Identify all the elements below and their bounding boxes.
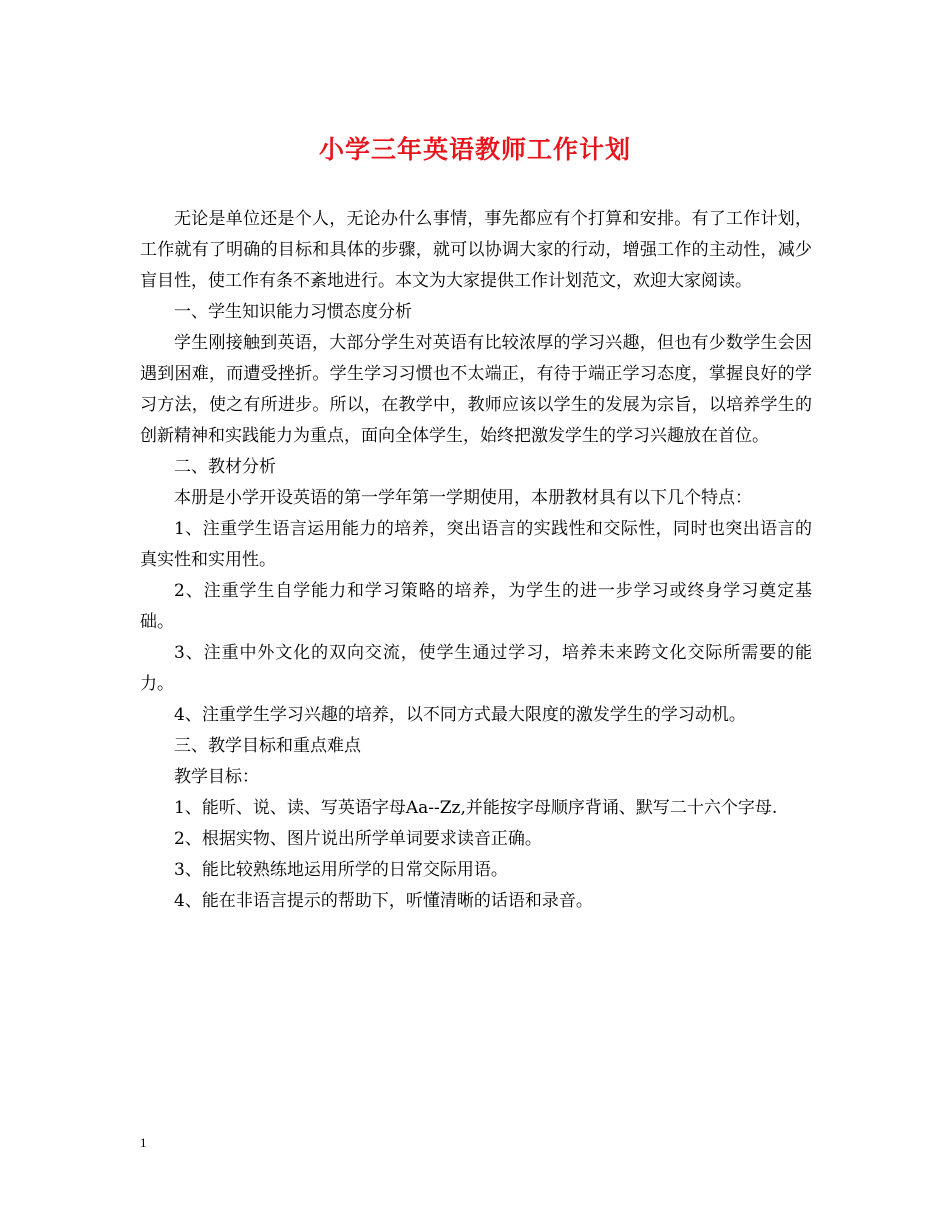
section-heading-3: 三、教学目标和重点难点 bbox=[174, 736, 361, 756]
document-body bbox=[140, 204, 812, 917]
paragraph-intro: 无论是单位还是个人，无论办什么事情，事先都应有个打算和安排。有了工作计划，工作就有了明确的目标和具体的步骤，就可以协调大家的行动，增强工作的主动性，减少盲目性，使工作有条不紊地进行。本文为大家提供工作计划范文，欢迎大家阅读。 bbox=[140, 209, 812, 291]
page-number: 1 bbox=[140, 1135, 147, 1150]
list-item-feature-3: 3、注重中外文化的双向交流，使学生通过学习，培养未来跨文化交际所需要的能力。 bbox=[140, 643, 812, 694]
list-item-goal-4: 4、能在非语言提示的帮助下，听懂清晰的话语和录音。 bbox=[174, 891, 593, 911]
list-item-goal-2: 2、根据实物、图片说出所学单词要求读音正确。 bbox=[174, 829, 542, 849]
paragraph-student-analysis: 学生刚接触到英语，大部分学生对英语有比较浓厚的学习兴趣，但也有少数学生会因遇到困难，而遭受挫折。学生学习习惯也不太端正，有待于端正学习态度，掌握良好的学习方法，使之有所进步。所以，在教学中，教师应该以学生的发展为宗旨，以培养学生的创新精神和实践能力为重点，面向全体学生，始终把激发学生的学习兴趣放在首位。 bbox=[140, 333, 812, 446]
section-heading-2: 二、教材分析 bbox=[174, 457, 276, 477]
list-item-feature-4: 4、注重学生学习兴趣的培养，以不同方式最大限度的激发学生的学习动机。 bbox=[174, 705, 746, 725]
list-item-goal-3: 3、能比较熟练地运用所学的日常交际用语。 bbox=[174, 860, 508, 880]
document-title: 小学三年英语教师工作计划 bbox=[318, 135, 631, 164]
list-item-feature-2: 2、注重学生自学能力和学习策略的培养，为学生的进一步学习或终身学习奠定基础。 bbox=[140, 581, 812, 632]
list-item-feature-1: 1、注重学生语言运用能力的培养，突出语言的实践性和交际性，同时也突出语言的真实性和实用性。 bbox=[140, 519, 812, 570]
list-item-goal-1: 1、能听、说、读、写英语字母Aa--Zz,并能按字母顺序背诵、默写二十六个字母. bbox=[174, 798, 778, 818]
paragraph-textbook-intro: 本册是小学开设英语的第一学年第一学期使用，本册教材具有以下几个特点： bbox=[174, 488, 752, 508]
subheading-teaching-goals: 教学目标： bbox=[174, 767, 259, 787]
section-heading-1: 一、学生知识能力习惯态度分析 bbox=[174, 302, 412, 322]
